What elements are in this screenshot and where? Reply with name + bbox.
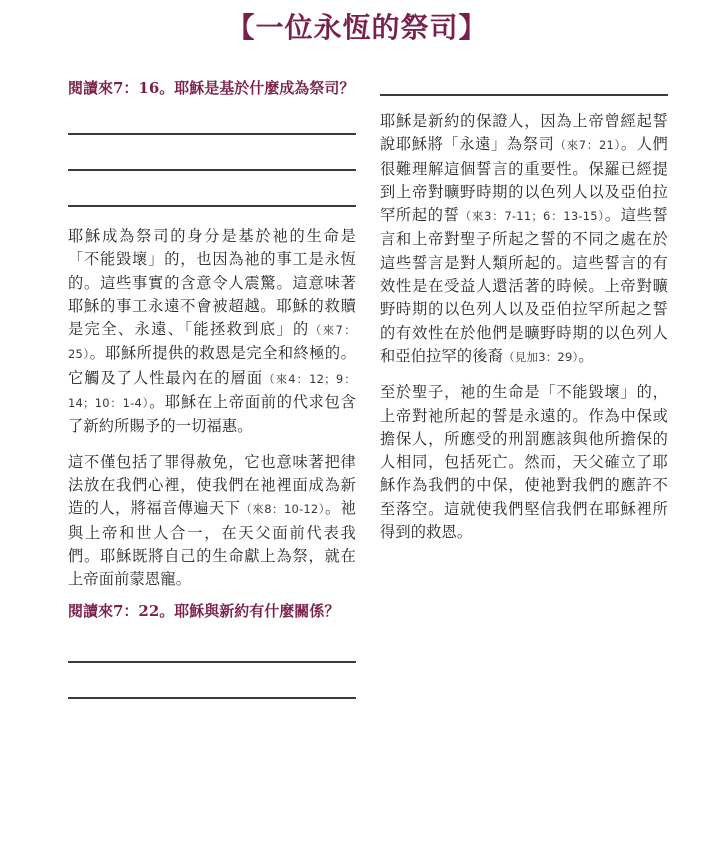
page-title: 【一位永恆的祭司】: [226, 11, 488, 44]
study-question-1: 閱讀來7：16。耶穌是基於什麼成為祭司？: [68, 79, 355, 97]
scripture-reference: （來7：21）: [554, 138, 621, 153]
study-question-2: 閱讀來7：22。耶穌與新約有什麼關係？: [68, 602, 340, 621]
answer-line-2: [68, 169, 356, 171]
scripture-reference: （來8：10-12）: [240, 502, 325, 517]
scripture-reference: （見加3：29）: [503, 349, 579, 364]
body-paragraph-2: 這不僅包括了罪得赦免，它也意味著把律法放在我們心裡，使我們在祂裡面成為新造的人，將福音傳遍天下（來8：10-12）。祂與上帝和世人合一，在天父面前代表我們。耶穌既將自己的生命獻上為祭，就在上帝面前蒙恩寵。: [68, 452, 357, 589]
right-column: [380, 94, 668, 544]
body-paragraph-4: 至於聖子，祂的生命是「不能毀壞」的，上帝對祂所起的誓是永遠的。作為中保或擔保人，所應受的刑罰應該與他所擔保的人相同，包括死亡。然而，天父確立了耶穌作為我們的中保，使祂對我們的應許不至落空。這就使我們堅信我們在耶穌裡所得到的救恩。: [380, 383, 668, 542]
answer-line-top: [380, 94, 668, 96]
scripture-reference: （來4：12；9：14；10：1-4）: [68, 371, 356, 411]
answer-line-4: [68, 661, 356, 663]
scripture-reference: （來3：7-11；6：13-15）: [459, 209, 605, 224]
scripture-reference: （來7：25）: [68, 323, 356, 362]
answer-line-3: [68, 205, 356, 207]
answer-line-5: [68, 697, 356, 699]
body-paragraph-3: 耶穌是新約的保證人，因為上帝曾經起誓說耶穌將「永遠」為祭司（來7：21）。人們很難理解這個誓言的重要性。保羅已經提到上帝對曠野時期的以色列人以及亞伯拉罕所起的誓（來3：7-11；6：13-15）。這些誓言和上帝對聖子所起之誓的不同之處在於這些誓言是對人類所起的。這些誓言的有效性是在受益人還活著的時候。上帝對曠野時期的以色列人以及亞伯拉罕所起之誓的有效性在於他們是曠野時期的以色列人和亞伯拉罕的後裔（見加3：29）。: [380, 112, 668, 365]
body-paragraph-1: 耶穌成為祭司的身分是基於祂的生命是「不能毀壞」的，也因為祂的事工是永恆的。這些事實的含意令人震驚。這意味著耶穌的事工永遠不會被超越。耶穌的救贖是完全、永遠、「能拯救到底」的（來7：25）。耶穌所提供的救恩是完全和終極的。它觸及了人性最內在的層面（來4：12；9：14；10：1-4）。耶穌在上帝面前的代求包含了新約所賜予的一切福惠。: [68, 227, 357, 436]
left-column: [68, 76, 356, 699]
answer-line-1: [68, 133, 356, 135]
